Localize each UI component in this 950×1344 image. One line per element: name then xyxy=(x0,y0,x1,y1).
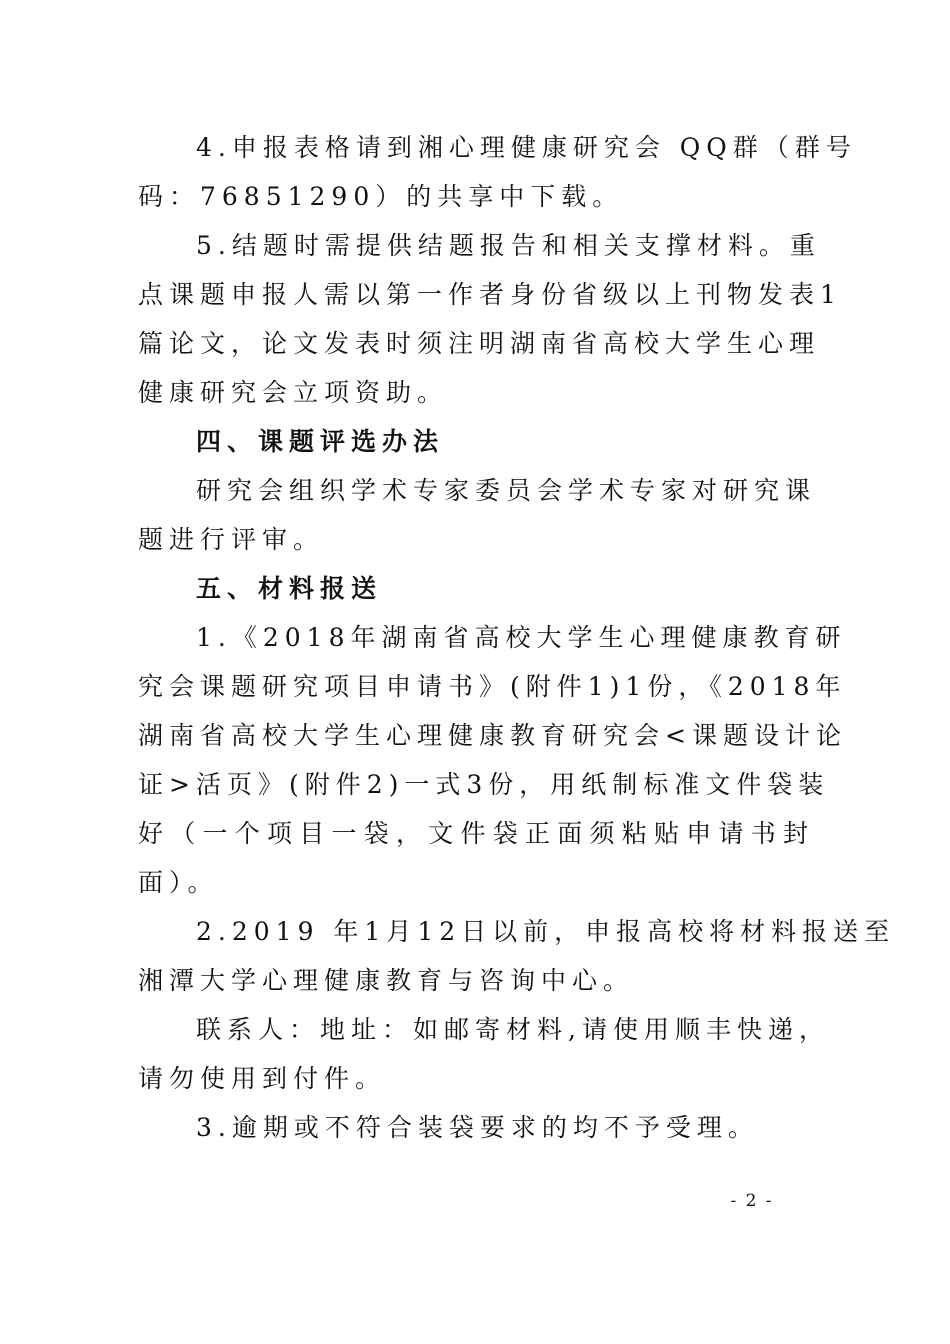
section-5-item-1-line-2: 究会课题研究项目申请书》(附件1)1份，《2018年 xyxy=(138,672,847,701)
section-5-item-2-line-1: 2.2019 年1月12日以前，申报高校将材料报送至 xyxy=(196,917,896,946)
item-5-line-2: 点课题申报人需以第一作者身份省级以上刊物发表1 xyxy=(138,280,842,309)
item-4-line-1: 4.申报表格请到湘心理健康研究会 QQ群（群号 xyxy=(196,133,857,162)
section-5-heading: 五、材料报送 xyxy=(196,574,383,603)
section-5-item-1-line-4: 证>活页》(附件2)一式3份，用纸制标准文件袋装 xyxy=(138,770,830,799)
contact-line-2: 请勿使用到付件。 xyxy=(138,1064,387,1093)
section-5-item-2-line-2: 湘潭大学心理健康教育与咨询中心。 xyxy=(138,966,635,995)
section-5-item-1-line-5: 好（一个项目一袋，文件袋正面须粘贴申请书封 xyxy=(138,819,814,848)
section-5-item-3-line-1: 3.逾期或不符合装袋要求的均不予受理。 xyxy=(196,1113,759,1142)
item-5-line-1: 5.结题时需提供结题报告和相关支撑材料。重 xyxy=(196,231,821,260)
item-5-line-3: 篇论文，论文发表时须注明湖南省高校大学生心理 xyxy=(138,329,821,358)
contact-line-1: 联系人：地址：如邮寄材料,请使用顺丰快递， xyxy=(196,1015,830,1044)
page-number: - 2 - xyxy=(730,1191,774,1211)
section-5-item-1-line-1: 1.《2018年湖南省高校大学生心理健康教育研 xyxy=(196,623,847,652)
section-4-para-line-2: 题进行评审。 xyxy=(138,525,325,554)
section-5-item-1-line-3: 湖南省高校大学生心理健康教育研究会<课题设计论 xyxy=(138,721,847,750)
section-4-heading: 四、课题评选办法 xyxy=(196,427,445,456)
item-5-line-4: 健康研究会立项资助。 xyxy=(138,378,449,407)
section-5-item-1-line-6: 面）。 xyxy=(138,868,219,897)
section-4-para-line-1: 研究会组织学术专家委员会学术专家对研究课 xyxy=(196,476,817,505)
item-4-line-2: 码：76851290）的共享中下载。 xyxy=(138,182,624,211)
